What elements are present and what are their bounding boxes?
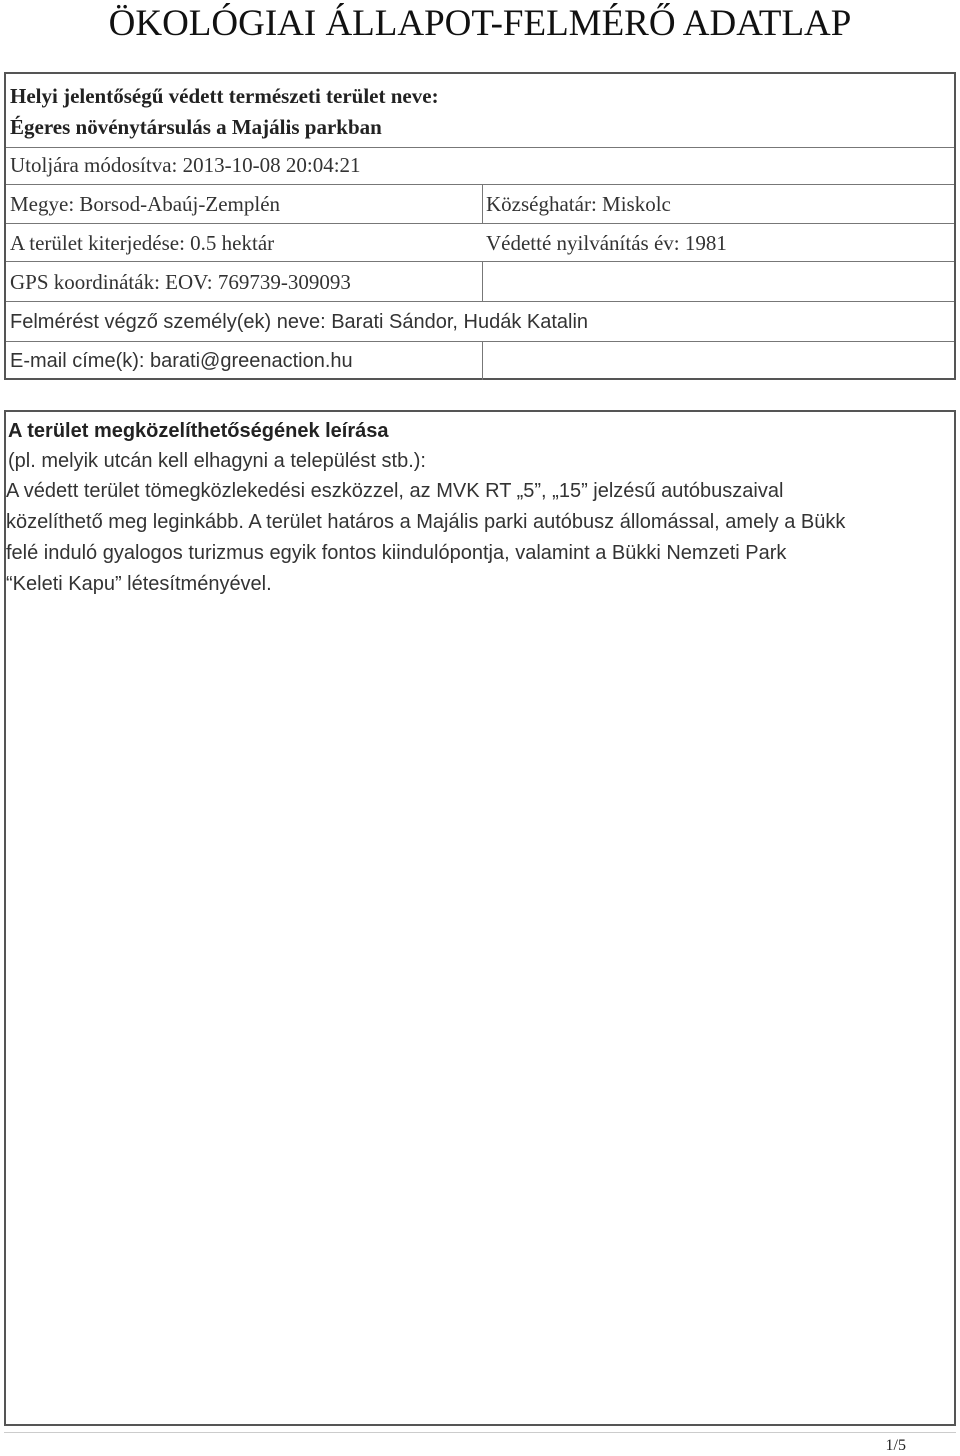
- area-info-table: [4, 72, 956, 380]
- area-name-label: Helyi jelentőségű védett természeti terület neve:: [10, 84, 439, 108]
- row-divider: [6, 301, 954, 302]
- footer-divider: [4, 1432, 956, 1433]
- row-divider: [6, 184, 954, 185]
- page-number: 1/5: [885, 1437, 906, 1454]
- row-divider: [6, 223, 954, 224]
- access-line: közelíthető meg leginkább. A terület határos a Majális parki autóbusz állomással, amely a Bükk: [6, 511, 846, 533]
- area-extent: A terület kiterjedése: 0.5 hektár: [10, 231, 275, 255]
- access-line: “Keleti Kapu” létesítményével.: [6, 573, 272, 595]
- row-divider: [6, 147, 954, 148]
- gps-coordinates: GPS koordináták: EOV: 769739-309093: [10, 270, 351, 294]
- area-name-value: Égeres növénytársulás a Majális parkban: [10, 115, 382, 139]
- column-divider: [482, 184, 483, 223]
- surveyors: Felmérést végző személy(ek) neve: Barati Sándor, Hudák Katalin: [10, 311, 589, 333]
- row-divider: [6, 341, 954, 342]
- last-modified: Utoljára módosítva: 2013-10-08 20:04:21: [10, 153, 361, 177]
- row-divider: [6, 261, 954, 262]
- access-line: felé induló gyalogos turizmus egyik fontos kiindulópontja, valamint a Bükki Nemzeti Park: [6, 542, 787, 564]
- protection-year: Védetté nyilvánítás év: 1981: [486, 231, 727, 255]
- municipality: Községhatár: Miskolc: [486, 192, 671, 216]
- column-divider: [482, 261, 483, 301]
- email: E-mail címe(k): barati@greenaction.hu: [10, 350, 353, 372]
- county: Megye: Borsod-Abaúj-Zemplén: [10, 192, 281, 216]
- access-heading: A terület megközelíthetőségének leírása: [8, 420, 389, 442]
- access-hint: (pl. melyik utcán kell elhagyni a települést stb.):: [8, 450, 426, 472]
- column-divider: [482, 341, 483, 380]
- form-title: ÖKOLÓGIAI ÁLLAPOT-FELMÉRŐ ADATLAP: [108, 3, 852, 44]
- access-description: [6, 476, 926, 600]
- access-line: A védett terület tömegközlekedési eszközzel, az MVK RT „5”, „15” jelzésű autóbuszaival: [6, 480, 784, 502]
